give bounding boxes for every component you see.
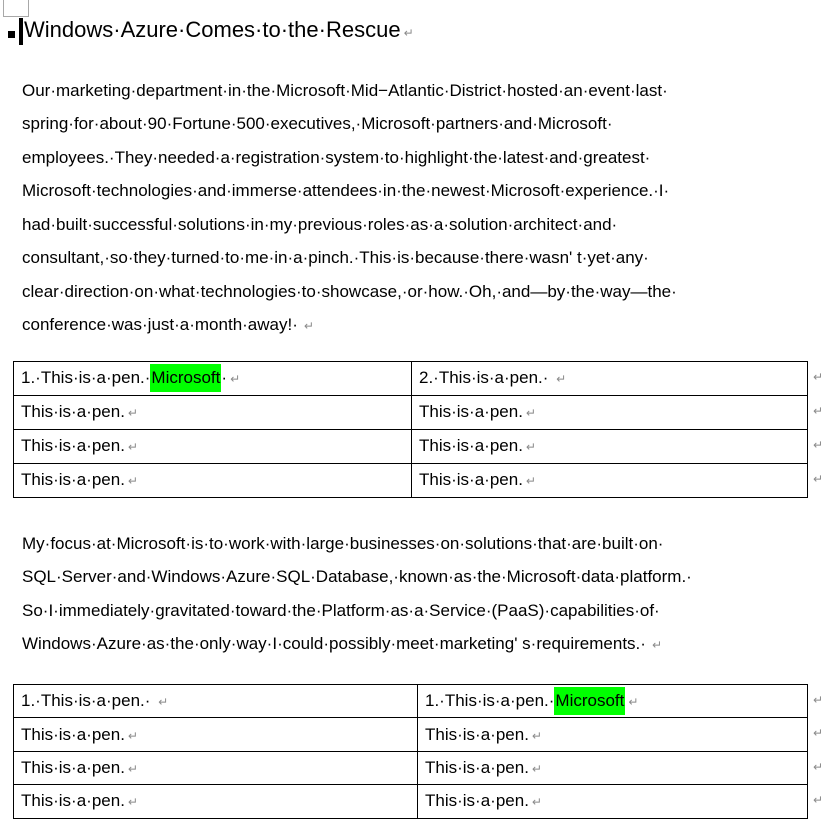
cell-end-mark-icon: ↵ [127,474,138,489]
text-line-text: Windows·Azure·as·the·only·way·I·could·possibly·meet·marketing' s·requirements.· [22,634,646,654]
cell-end-mark-icon: ↵ [531,761,542,776]
table-cell[interactable] [14,751,418,784]
table-row [14,685,808,718]
cell-end-mark-icon: ↵ [525,406,536,421]
cell-text: This·is·a·pen. [419,402,523,422]
table-row [14,429,808,463]
paragraph-1 [22,74,677,342]
table-cell[interactable] [418,685,808,718]
table-row [14,751,808,784]
table-row [14,718,808,751]
text-line[interactable]: clear·direction·on·what·technologies·to·showcase,·or·how.·Oh,·and—by·the·way—the· [22,281,677,301]
cell-text: This·is·a·pen. [419,436,523,456]
row-end-mark-icon: ↵ [813,403,824,418]
cell-text: · [221,368,228,388]
table-1 [13,361,808,498]
cell-text: This·is·a·pen. [21,470,125,490]
text-line[interactable]: So·I·immediately·gravitated·toward·the·Platform·as·a·Service·(PaaS)·capabilities·of· [22,600,660,620]
cell-text: This·is·a·pen. [21,436,125,456]
table-cell[interactable] [14,463,412,497]
text-line-text: conference·was·just·a·month·away!· [22,315,298,335]
paragraph-mark-icon: ↵ [403,26,414,40]
table-cell[interactable] [14,718,418,751]
paragraph-2 [22,527,692,661]
cell-text: This·is·a·pen. [419,470,523,490]
table-row [14,362,808,396]
cell-text: This·is·a·pen. [21,757,125,777]
outline-bullet-icon [8,31,15,38]
row-end-mark-icon: ↵ [813,370,824,384]
cell-text: This·is·a·pen. [21,724,125,744]
highlighted-text: Microsoft [150,364,221,392]
text-cursor [19,18,23,45]
text-line[interactable]: SQL·Server·and·Windows·Azure·SQL·Database,·known·as·the·Microsoft·data·platform.· [22,567,692,587]
table-cell[interactable] [14,362,412,396]
cell-end-mark-icon: ↵ [531,795,542,810]
table-cell[interactable] [412,395,808,429]
row-end-mark-icon: ↵ [813,693,824,707]
row-end-mark-icon: ↵ [813,793,824,808]
table-2 [13,684,808,819]
cell-end-mark-icon: ↵ [127,440,138,455]
cell-end-mark-icon: ↵ [127,761,138,776]
cell-text: 2.·This·is·a·pen.· [419,368,554,388]
cell-end-mark-icon: ↵ [531,728,542,743]
row-end-mark-icon: ↵ [813,471,824,486]
table-row [14,785,808,818]
cell-text: This·is·a·pen. [21,402,125,422]
paragraph-mark-icon: ↵ [651,638,662,653]
row-end-mark-icon: ↵ [813,759,824,774]
page-title[interactable] [24,17,414,43]
table-cell[interactable] [412,463,808,497]
row-end-mark-icon: ↵ [813,726,824,741]
cell-end-mark-icon: ↵ [628,695,639,710]
table-cell[interactable] [412,362,808,396]
row-end-marks [813,361,823,497]
cell-end-mark-icon: ↵ [230,372,241,387]
row-end-marks [813,684,823,818]
text-line[interactable]: spring·for·about·90·Fortune·500·executives,·Microsoft·partners·and·Microsoft· [22,114,613,134]
table-cell[interactable] [418,751,808,784]
text-line[interactable]: consultant,·so·they·turned·to·me·in·a·pinch.·This·is·because·there·wasn' t·yet·any· [22,248,649,268]
cell-text: This·is·a·pen. [425,724,529,744]
cell-end-mark-icon: ↵ [525,474,536,489]
cell-end-mark-icon: ↵ [127,795,138,810]
cell-text: 1.·This·is·a·pen.· [425,691,555,711]
cell-text: This·is·a·pen. [425,791,529,811]
text-line[interactable]: had·built·successful·solutions·in·my·previous·roles·as·a·solution·architect·and· [22,214,618,234]
table-row [14,463,808,497]
row-end-mark-icon: ↵ [813,437,824,452]
paragraph-mark-icon: ↵ [303,319,314,334]
table-cell[interactable] [418,785,808,818]
cell-end-mark-icon: ↵ [127,728,138,743]
table-cell[interactable] [14,395,412,429]
text-line[interactable]: employees.·They·needed·a·registration·system·to·highlight·the·latest·and·greatest· [22,147,651,167]
text-line[interactable]: My·focus·at·Microsoft·is·to·work·with·large·businesses·on·solutions·that·are·built·on· [22,534,664,553]
table-cell[interactable] [14,785,418,818]
cell-text: 1.·This·is·a·pen.· [21,368,151,388]
cell-text: This·is·a·pen. [425,757,529,777]
highlighted-text: Microsoft [554,687,625,715]
cell-text: 1.·This·is·a·pen.· [21,691,156,711]
text-boundary-corner-mark [3,0,29,17]
cell-end-mark-icon: ↵ [127,406,138,421]
heading-text: Windows·Azure·Comes·to·the·Rescue [24,17,401,42]
cell-end-mark-icon: ↵ [158,695,169,710]
table-cell[interactable] [418,718,808,751]
cell-end-mark-icon: ↵ [525,440,536,455]
table-cell[interactable] [14,429,412,463]
text-line[interactable] [22,308,677,341]
table-row [14,395,808,429]
text-line[interactable] [22,627,692,660]
table-cell[interactable] [14,685,418,718]
table-cell[interactable] [412,429,808,463]
text-line[interactable]: Microsoft·technologies·and·immerse·attendees·in·the·newest·Microsoft·experience.·I· [22,181,670,201]
cell-text: This·is·a·pen. [21,791,125,811]
cell-end-mark-icon: ↵ [556,372,567,387]
text-line[interactable]: Our·marketing·department·in·the·Microsoft·Mid−Atlantic·District·hosted·an·event·last· [22,81,668,100]
